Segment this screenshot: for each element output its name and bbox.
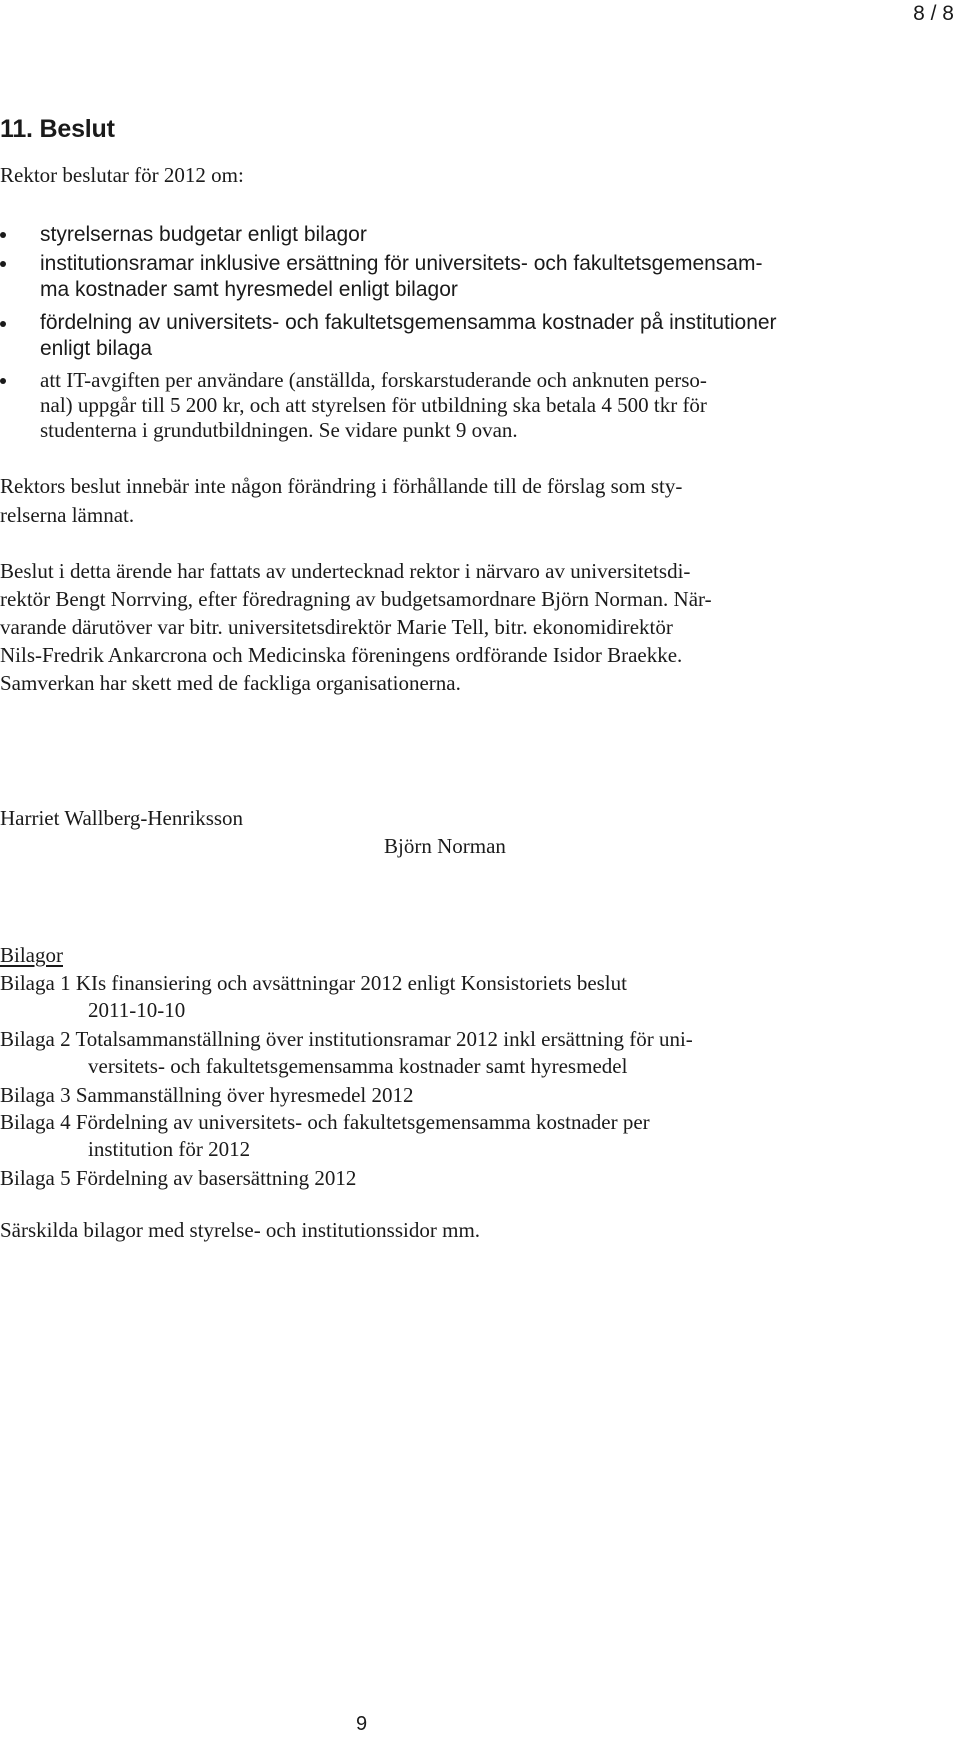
attachment-line: Bilaga 4 Fördelning av universitets- och fakultetsgemensamma kostnader per <box>0 1110 650 1134</box>
paragraph-line: Samverkan har skett med de fackliga organisationerna. <box>0 671 461 695</box>
paragraph-line: Nils-Fredrik Ankarcrona och Medicinska föreningens ordförande Isidor Braekke. <box>0 643 683 667</box>
bullet-dot-icon <box>0 261 6 267</box>
attachment-line: Bilaga 2 Totalsammanställning över institutionsramar 2012 inkl ersättning för uni- <box>0 1027 693 1051</box>
section-heading: 11. Beslut <box>0 115 115 143</box>
bullet-line: styrelsernas budgetar enligt bilagor <box>40 223 367 246</box>
bullet-line: att IT-avgiften per användare (anställda, forskarstuderande och anknuten perso- <box>40 368 707 392</box>
paragraph-line: rektör Bengt Norrving, efter föredragning av budgetsamordnare Björn Norman. När- <box>0 587 712 611</box>
bullet-dot-icon <box>0 232 6 238</box>
page-indicator: 8 / 8 <box>913 2 954 25</box>
bullet-line: nal) uppgår till 5 200 kr, och att styrelsen för utbildning ska betala 4 500 tkr för <box>40 393 707 417</box>
attachment-line: versitets- och fakultetsgemensamma kostnader samt hyresmedel <box>88 1054 628 1078</box>
paragraph-line: varande därutöver var bitr. universitetsdirektör Marie Tell, bitr. ekonomidirektör <box>0 615 673 639</box>
signature-presenter: Björn Norman <box>384 834 506 858</box>
bullet-line: fördelning av universitets- och fakultetsgemensamma kostnader på institutioner <box>40 311 777 334</box>
attachment-line: 2011-10-10 <box>88 998 186 1022</box>
bullet-dot-icon <box>0 321 6 327</box>
bullet-line: studenterna i grundutbildningen. Se vidare punkt 9 ovan. <box>40 418 518 442</box>
attachment-line: Bilaga 3 Sammanställning över hyresmedel 2012 <box>0 1083 414 1107</box>
bullet-line: ma kostnader samt hyresmedel enligt bilagor <box>40 278 458 301</box>
attachments-heading: Bilagor <box>0 943 63 967</box>
paragraph-line: Rektors beslut innebär inte någon förändring i förhållande till de förslag som sty- <box>0 474 683 498</box>
intro-text: Rektor beslutar för 2012 om: <box>0 163 244 187</box>
bullet-line: enligt bilaga <box>40 337 153 360</box>
special-attachments-note: Särskilda bilagor med styrelse- och institutionssidor mm. <box>0 1218 481 1242</box>
bullet-dot-icon <box>0 378 6 384</box>
signature-rector: Harriet Wallberg-Henriksson <box>0 806 244 830</box>
attachment-line: Bilaga 5 Fördelning av basersättning 2012 <box>0 1166 357 1190</box>
attachment-line: institution för 2012 <box>88 1137 251 1161</box>
bullet-line: institutionsramar inklusive ersättning för universitets- och fakultetsgemensam- <box>40 252 763 275</box>
paragraph-line: relserna lämnat. <box>0 503 135 527</box>
attachment-line: Bilaga 1 KIs finansiering och avsättningar 2012 enligt Konsistoriets beslut <box>0 971 627 995</box>
paragraph-line: Beslut i detta ärende har fattats av undertecknad rektor i närvaro av universitetsdi- <box>0 559 691 583</box>
page-number: 9 <box>356 1713 368 1735</box>
